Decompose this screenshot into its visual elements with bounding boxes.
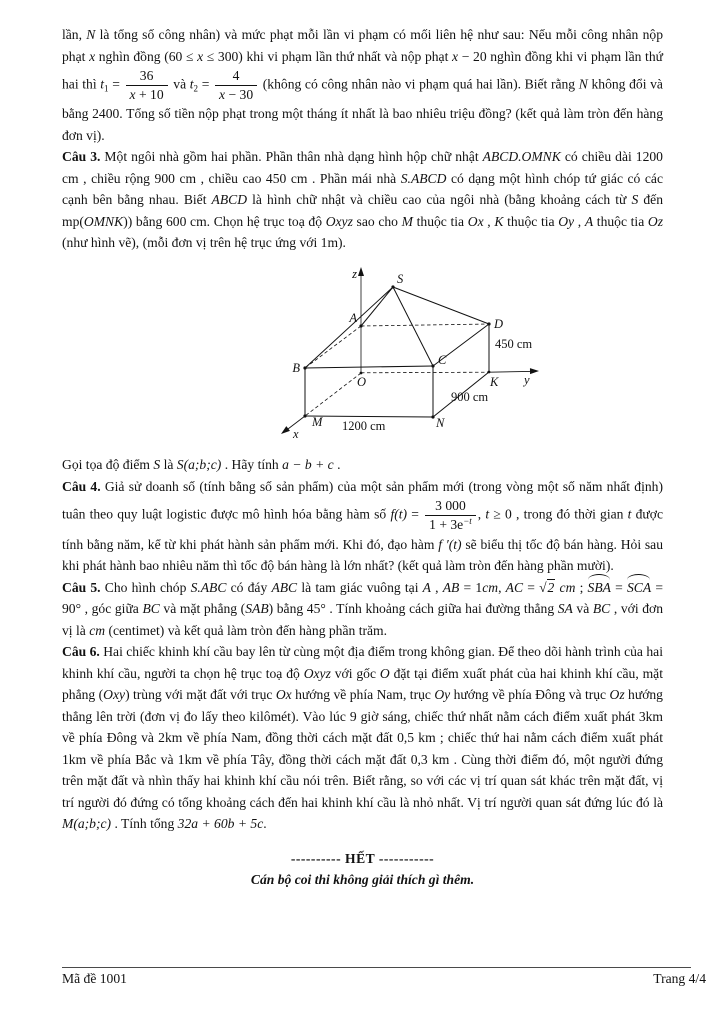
point-label-S: S: [397, 271, 404, 286]
footer-rule: [62, 967, 691, 968]
dimension-height: 450 cm: [495, 336, 533, 351]
axis-label-y: y: [524, 372, 530, 387]
text-run: Oz: [647, 213, 664, 229]
axis-label-z: z: [352, 266, 357, 281]
text-run: t: [100, 76, 105, 92]
text-run: OMNK: [83, 213, 124, 229]
dashed-edges: [305, 324, 489, 368]
house-coordinate-diagram: [253, 264, 555, 442]
footer-exam-code: Mã đề 1001: [62, 971, 127, 986]
text-run: (a;b;c): [73, 816, 112, 832]
text-run: Oz: [609, 687, 625, 703]
question-4: Câu 4. Giả sử doanh số (tính bằng số sản phẩm) của một sản phẩm mới (trong vòng một số năm nhất định) tuân theo quy luật logistic được mô hình hóa bằng hàm số f(t) = $\frac{3 000}{1 + 3e^{-t}}$ , t ≥ 0 , trong đó thời gian t được tính bằng năm, kể từ khi phát hành sản phẩm mới. Khi đó, đạo hàm f ′(t) sẽ biểu thị tốc độ bán hàng. Hỏi sau khi phát hành bao nhiêu năm thì tốc độ bán hàng là lớn nhất? (kết quả làm tròn đến hàng phần mười).: [62, 478, 664, 574]
y-axis-arrow: [530, 368, 539, 374]
footer: [62, 971, 706, 987]
radical-sign: √: [539, 579, 547, 595]
text-run: t: [627, 506, 632, 522]
text-run: t: [189, 76, 194, 92]
text-run: Câu 3.: [62, 149, 101, 165]
text-run: Oxy: [103, 687, 126, 703]
question-3: Câu 3. Một ngôi nhà gồm hai phần. Phần thân nhà dạng hình hộp chữ nhật ABCD.OMNK có chiều dài 1200 cm , chiều rộng 900 cm , chiều cao 450 cm . Phần mái nhà S.ABCD có dạng một hình chóp tứ giác có các cạnh bên bằng nhau. Biết ABCD là hình chữ nhật và chiều cao của ngôi nhà (bằng khoảng cách từ S đến mp(OMNK)) bằng 600 cm. Chọn hệ trục toạ độ Oxyz sao cho M thuộc tia Ox , K thuộc tia Oy , A thuộc tia Oz (như hình vẽ), (mỗi đơn vị trên hệ trục ứng với 1m).: [62, 149, 664, 251]
geometry-figure: [253, 264, 555, 449]
axis-label-x: x: [293, 426, 299, 441]
question-6: Câu 6. Hai chiếc khinh khí cầu bay lên từ cùng một địa điểm trong không gian. Để theo dõi hành trình của hai khinh khí cầu, người ta chọn hệ trục toạ độ Oxyz với gốc O đặt tại điểm xuất phát của hai khinh khí cầu, mặt phẳng (Oxy) trùng với mặt đất với trục Ox hướng về phía Nam, trục Oy hướng về phía Đông và trục Oz hướng thẳng lên trời (đơn vị đo lấy theo kilômét). Vào lúc 9 giờ sáng, chiếc thứ nhất nằm cách điểm xuất phát 3km về phía Đông và 2km về phía Nam, đồng thời cách mặt đất 0,5 km ; chiếc thứ hai nằm cách điểm xuất phát 1km về phía Bắc và 1km về phía Tây, đồng thời cách mặt đất 0,3 km . Cùng thời điểm đó, một người đứng trên mặt đất và nhìn thấy hai khinh khí cầu nói trên. Biết rằng, so với các vị trí quan sát khác trên mặt đất, vị trí người đó đứng có tổng khoảng cách đến hai khinh khí cầu là nhỏ nhất. Vị trí người quan sát đứng lúc đó là M(a;b;c) . Tính tổng 32a + 60b + 5c.: [62, 644, 663, 832]
text-run: SAB: [245, 601, 269, 617]
point-label-B: B: [292, 360, 300, 375]
text-run: a − b + c: [282, 457, 334, 473]
text-run: K: [494, 213, 504, 229]
text-run: Oy: [434, 687, 451, 703]
text-run: cm: [559, 579, 576, 595]
text-run: Oxyz: [325, 213, 353, 229]
text-run: f ′(t): [438, 536, 462, 552]
fraction-numerator: 4: [215, 67, 257, 86]
point-label-K: K: [490, 374, 499, 389]
text-run: AC: [505, 579, 524, 595]
text-run: −t: [463, 516, 472, 527]
point-label-O: O: [357, 374, 367, 389]
text-run: S: [631, 192, 639, 208]
text-run: x: [219, 86, 226, 102]
text-run: ABCD.OMNK: [482, 149, 561, 165]
text-run: BC: [142, 601, 160, 617]
fraction-denominator: x − 30: [219, 86, 254, 102]
text-run: Câu 5.: [62, 579, 101, 595]
text-run: S.ABC: [190, 579, 227, 595]
text-run: f: [390, 506, 395, 522]
x-axis-arrow: [279, 426, 290, 436]
dimension-depth: 900 cm: [451, 389, 489, 404]
fraction: [423, 497, 478, 533]
footer-page-number: Trang 4/4: [653, 971, 706, 986]
text-run: x: [89, 48, 96, 64]
text-run: M: [401, 213, 413, 229]
end-marker: ---------- HẾT -----------: [290, 850, 435, 866]
text-run: SBA: [588, 577, 611, 599]
text-run: Ox: [467, 213, 484, 229]
point-label-M: M: [312, 414, 323, 429]
z-axis: [358, 267, 364, 373]
fraction-denominator: x + 10: [129, 86, 164, 102]
fraction-numerator: 36: [126, 67, 168, 86]
point-label-N: N: [436, 415, 445, 430]
text-run: M: [62, 816, 74, 832]
text-run: SCA: [627, 577, 651, 599]
text-run: O: [379, 665, 390, 681]
z-axis-arrow: [358, 267, 364, 276]
paragraph-continuation: lần, N là tổng số công nhân) và mức phạt mỗi lần vi phạm có mối liên hệ như sau: Nếu mỗi công nhân nộp phạt x nghìn đồng (60 ≤ x ≤ 300) khi vi phạm lần thứ nhất và nộp phạt x − 20 nghìn đồng khi vi phạm lần thứ hai thì $t_1$ = $\frac{36}{x + 10}$ và $t_2$ = $\frac{4}{x - 30}$ (không có công nhân nào vi phạm quá hai lần). Biết rằng N không đổi và bằng 2400. Tổng số tiền nộp phạt trong một tháng ít nhất là bao nhiêu triệu đồng? (kết quả làm tròn đến hàng đơn vị).: [62, 27, 664, 143]
text-run: S: [176, 457, 184, 473]
text-run: AB: [442, 579, 460, 595]
text-run: Ox: [275, 687, 292, 703]
text-run: A: [584, 213, 594, 229]
text-run: x: [197, 48, 204, 64]
text-run: N: [86, 27, 96, 42]
square-root: [539, 579, 555, 595]
text-run: 1: [104, 83, 109, 94]
text-run: x: [129, 86, 136, 102]
text-run: S.ABCD: [400, 170, 447, 186]
text-run: 2: [193, 83, 199, 94]
fraction-numerator: 3 000: [425, 497, 476, 516]
text-run: Câu 6.: [62, 644, 100, 660]
text-run: N: [578, 76, 588, 92]
y-axis: [361, 368, 539, 374]
text-run: 32a + 60b + 5c: [177, 816, 264, 832]
point-label-A: A: [349, 310, 357, 325]
text-run: Oy: [558, 213, 575, 229]
text-run: t: [485, 506, 490, 522]
text-run: S: [153, 457, 161, 473]
text-run: SA: [557, 601, 573, 617]
text-run: BC: [592, 601, 611, 617]
fraction-denominator: $1 + 3e^{-t}$: [429, 516, 472, 533]
fraction: [213, 67, 259, 103]
point-label-C: C: [438, 352, 447, 367]
text-run: Oxyz: [303, 665, 331, 681]
text-run: (a;b;c): [183, 457, 222, 473]
text-run: (t): [394, 506, 408, 522]
question-3-conclusion: Gọi tọa độ điểm S là S(a;b;c) . Hãy tính a − b + c .: [62, 457, 341, 473]
text-run: ABCD: [211, 192, 248, 208]
question-5: Câu 5. Cho hình chóp S.ABC có đáy ABC là tam giác vuông tại A , AB = 1cm, AC = √2 cm ; SBA = SCA = 90° , góc giữa BC và mặt phẳng (SAB) bằng 45° . Tính khoảng cách giữa hai đường thẳng SA và BC , với đơn vị là cm (centimet) và kết quả làm tròn đến hàng phần trăm.: [62, 577, 663, 642]
radicand: 2: [547, 579, 555, 595]
text-run: cm: [89, 622, 106, 638]
text-run: cm: [482, 579, 499, 595]
text-run: ABC: [271, 579, 298, 595]
fraction: [124, 67, 170, 103]
end-note: Cán bộ coi thi không giải thích gì thêm.: [250, 872, 475, 888]
text-run: x: [452, 48, 459, 64]
point-label-D: D: [494, 316, 504, 331]
dimension-length: 1200 cm: [342, 418, 386, 433]
document-body: [62, 24, 663, 891]
text-run: Câu 4.: [62, 478, 101, 494]
text-run: A: [422, 579, 431, 595]
